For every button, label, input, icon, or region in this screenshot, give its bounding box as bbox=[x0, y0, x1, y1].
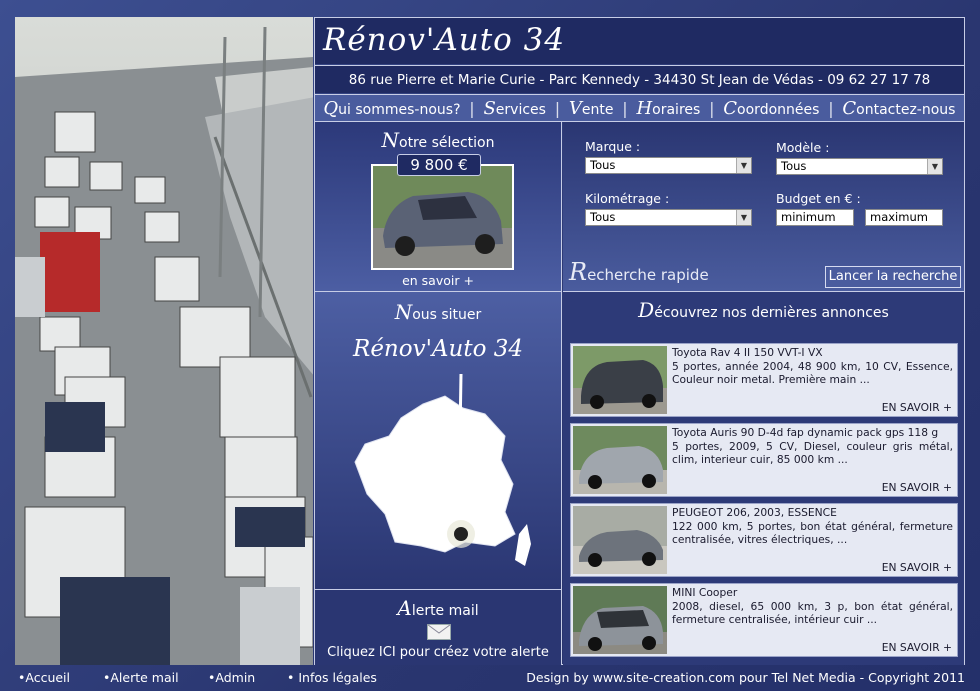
nav-separator: | bbox=[709, 98, 715, 118]
budget-min-input[interactable]: minimum bbox=[776, 209, 854, 226]
header-photo bbox=[15, 17, 313, 665]
listing-more-link[interactable]: EN SAVOIR + bbox=[881, 481, 952, 494]
title-bar bbox=[315, 18, 964, 64]
selection-car-image[interactable] bbox=[371, 164, 514, 270]
listing-more-link[interactable]: EN SAVOIR + bbox=[881, 641, 952, 654]
mail-alert-cta[interactable]: Cliquez ICI pour créez votre alerte bbox=[327, 645, 549, 660]
listing-thumbnail[interactable] bbox=[573, 586, 667, 654]
chevron-down-icon: ▼ bbox=[736, 158, 751, 173]
address-bar bbox=[315, 65, 964, 93]
listing-thumbnail[interactable] bbox=[573, 346, 667, 414]
kilometrage-label: Kilométrage : bbox=[585, 191, 670, 206]
mail-alert-panel[interactable] bbox=[315, 589, 562, 665]
location-heading: Nous situer bbox=[394, 300, 482, 324]
nav-separator: | bbox=[828, 98, 834, 118]
traffic-photo bbox=[15, 17, 313, 665]
listing-description: 2008, diesel, 65 000 km, 3 p, bon état général, fermeture centralisée, intérieur cuir ... bbox=[672, 599, 953, 626]
listing-description: 122 000 km, 5 portes, bon état général, fermeture centralisée, vitres électriques, ... bbox=[672, 519, 953, 546]
search-panel bbox=[563, 122, 964, 292]
footer-link-accueil[interactable]: •Accueil bbox=[18, 670, 71, 685]
modele-select[interactable]: Tous ▼ bbox=[776, 158, 943, 175]
listing-thumbnail[interactable] bbox=[573, 506, 667, 574]
selection-price-badge: 9 800 € bbox=[397, 154, 481, 176]
listing-card[interactable] bbox=[570, 583, 958, 657]
nav-qui-sommes-nous[interactable]: Qui sommes-nous? bbox=[323, 97, 461, 119]
nav-horaires[interactable]: Horaires bbox=[636, 97, 701, 119]
footer-link-alerte-mail[interactable]: •Alerte mail bbox=[103, 670, 179, 685]
car-photo bbox=[373, 166, 512, 268]
nav-services[interactable]: Services bbox=[483, 97, 546, 119]
modele-label: Modèle : bbox=[776, 140, 830, 155]
selection-panel bbox=[315, 122, 562, 292]
location-panel bbox=[315, 292, 562, 589]
marque-select[interactable]: Tous ▼ bbox=[585, 157, 752, 174]
selection-heading: Notre sélection bbox=[381, 128, 495, 152]
chevron-down-icon: ▼ bbox=[927, 159, 942, 174]
listing-title: MINI Cooper bbox=[672, 586, 738, 599]
search-button[interactable]: Lancer la recherche bbox=[825, 266, 961, 288]
nav-separator: | bbox=[554, 98, 561, 118]
nav-coordonnees[interactable]: Coordonnées bbox=[723, 97, 820, 119]
selection-more-link[interactable]: en savoir + bbox=[402, 273, 474, 288]
footer-link-infos-legales[interactable]: • Infos légales bbox=[287, 670, 377, 685]
nav-vente[interactable]: Vente bbox=[568, 97, 614, 119]
listing-title: PEUGEOT 206, 2003, ESSENCE bbox=[672, 506, 837, 519]
site-logo[interactable]: Rénov'Auto 34 bbox=[323, 22, 566, 58]
nav-separator: | bbox=[622, 98, 628, 118]
nav-contactez-nous[interactable]: Contactez-nous bbox=[842, 97, 956, 119]
mail-alert-heading: Alerte mail bbox=[397, 596, 479, 620]
listing-thumbnail[interactable] bbox=[573, 426, 667, 494]
location-brand: Rénov'Auto 34 bbox=[353, 336, 523, 362]
quick-search-title: Recherche rapide bbox=[569, 258, 709, 286]
budget-label: Budget en € : bbox=[776, 191, 861, 206]
budget-max-input[interactable]: maximum bbox=[865, 209, 943, 226]
main-nav bbox=[315, 94, 964, 122]
listing-card[interactable] bbox=[570, 503, 958, 577]
listing-description: 5 portes, année 2004, 48 900 km, 10 CV, Essence, Couleur noir metal. Première main ... bbox=[672, 359, 953, 386]
footer-link-admin[interactable]: •Admin bbox=[208, 670, 256, 685]
marque-label: Marque : bbox=[585, 139, 641, 154]
listing-description: 5 portes, 2009, 5 CV, Diesel, couleur gris métal, clim, interieur cuir, 85 000 km ... bbox=[672, 439, 953, 466]
listing-card[interactable] bbox=[570, 343, 958, 417]
listings-panel bbox=[563, 292, 964, 665]
listing-card[interactable] bbox=[570, 423, 958, 497]
kilometrage-select[interactable]: Tous ▼ bbox=[585, 209, 752, 226]
footer-credit: Design by www.site-creation.com pour Tel Net Media - Copyright 2011 bbox=[526, 670, 965, 685]
nav-separator: | bbox=[469, 98, 475, 118]
france-map[interactable] bbox=[345, 374, 545, 584]
envelope-icon bbox=[427, 624, 451, 640]
chevron-down-icon: ▼ bbox=[736, 210, 751, 225]
listing-title: Toyota Auris 90 D-4d fap dynamic pack gps 118 g bbox=[672, 426, 939, 439]
listing-more-link[interactable]: EN SAVOIR + bbox=[881, 561, 952, 574]
listing-more-link[interactable]: EN SAVOIR + bbox=[881, 401, 952, 414]
listing-title: Toyota Rav 4 II 150 VVT-I VX bbox=[672, 346, 823, 359]
listings-heading: Découvrez nos dernières annonces bbox=[638, 298, 889, 322]
address-text: 86 rue Pierre et Marie Curie - Parc Kennedy - 34430 St Jean de Védas - 09 62 27 17 78 bbox=[348, 72, 931, 88]
